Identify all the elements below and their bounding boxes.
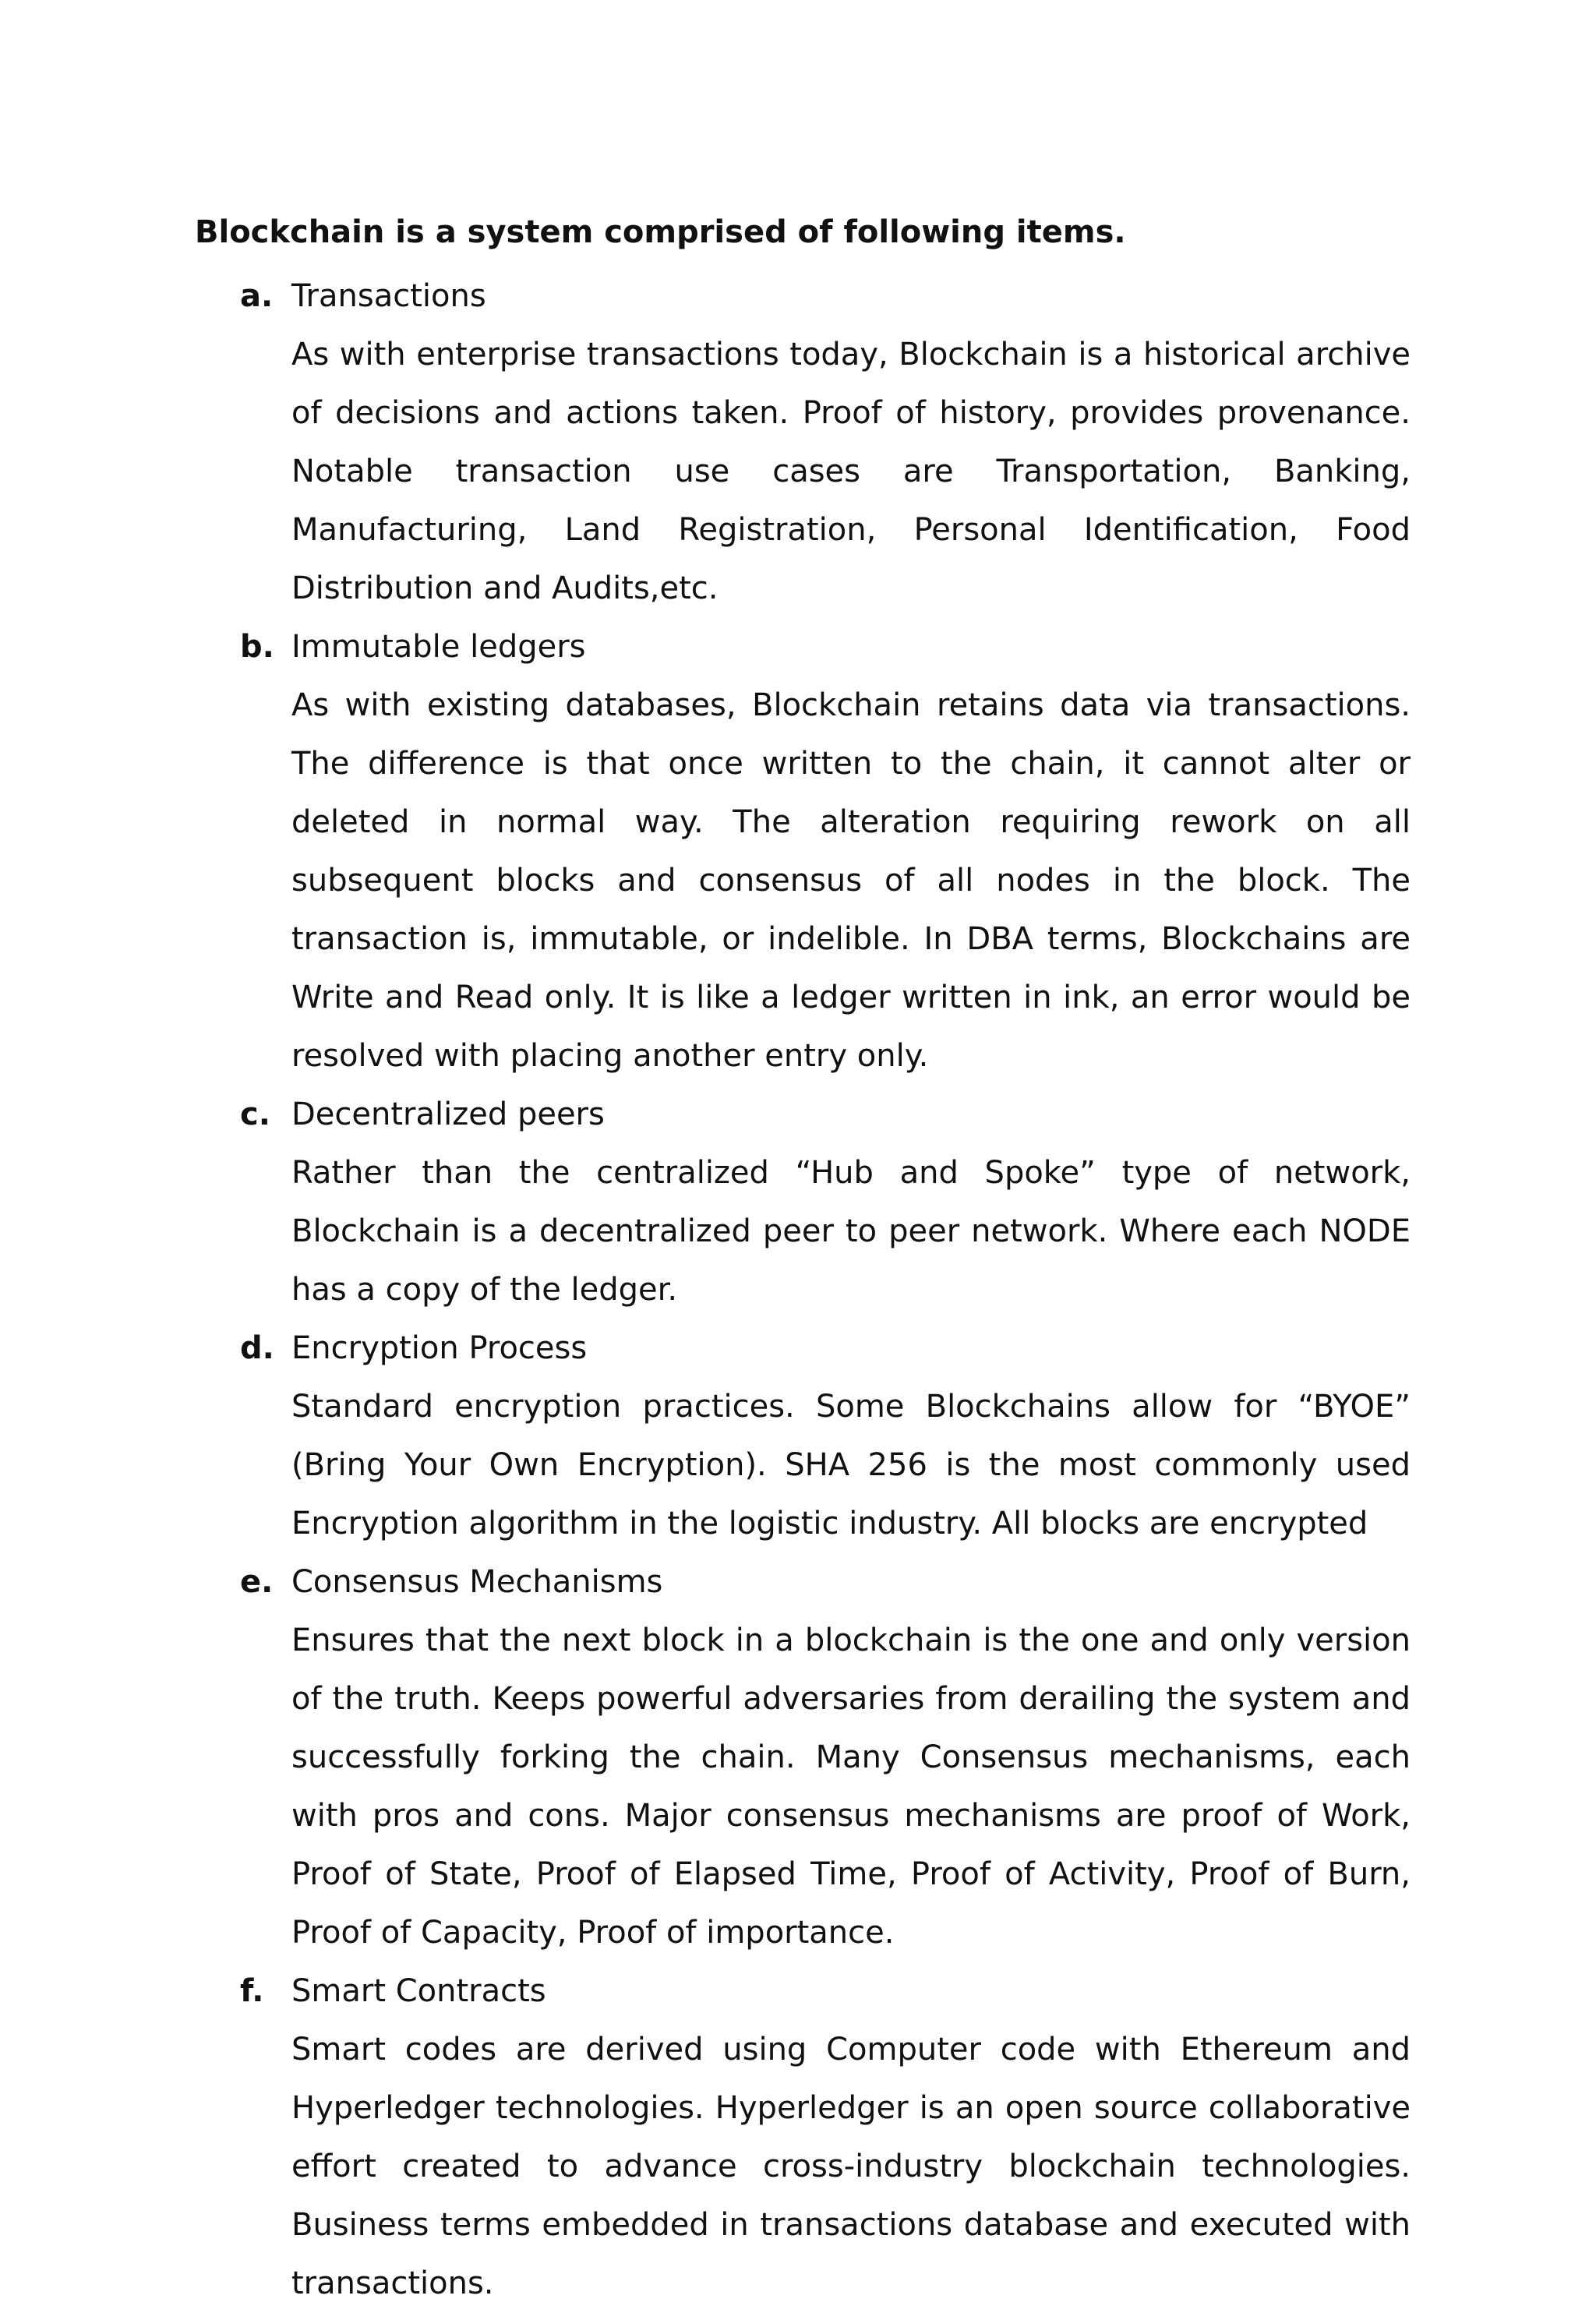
item-title: Encryption Process [291,1330,588,1366]
item-marker: f. [240,1973,264,2009]
item-body: Rather than the centralized “Hub and Spoke” type of network, Blockchain is a decentralized peer to peer network. Where each NODE has a copy of the ledger. [291,1155,1411,1308]
item-marker: c. [240,1096,270,1132]
item-body: As with existing databases, Blockchain retains data via transactions. The difference is that once written to the chain, it cannot alter or deleted in normal way. The alteration requiring rework on all subsequent blocks and consensus of all nodes in the block. The transaction is, immutable, or indelible. In DBA terms, Blockchains are Write and Read only. It is like a ledger written in ink, an error would be resolved with placing another entry only. [291,687,1411,1074]
item-body: As with enterprise transactions today, Blockchain is a historical archive of decisions and actions taken. Proof of history, provides provenance. Notable transaction use cases are Transportation, Banking, Manufacturing, Land Registration, Personal Identification, Food Distribution and Audits,etc. [291,337,1411,606]
page-heading: Blockchain is a system comprised of following items. [195,214,1126,250]
list-item-encryption-process [195,1319,1411,1553]
list-item-immutable-ledgers [195,618,1411,1086]
item-marker: b. [240,629,274,665]
list-item-transactions [195,267,1411,618]
item-title: Decentralized peers [291,1096,605,1132]
item-title: Consensus Mechanisms [291,1564,663,1600]
item-title: Immutable ledgers [291,629,586,665]
item-marker: a. [240,278,274,314]
item-marker: e. [240,1564,274,1600]
list-item-decentralized-peers [195,1086,1411,1319]
item-body: Standard encryption practices. Some Blockchains allow for “BYOE” (Bring Your Own Encryption). SHA 256 is the most commonly used Encryption algorithm in the logistic industry. All blocks are encrypted [291,1389,1411,1541]
item-body: Ensures that the next block in a blockchain is the one and only version of the truth. Keeps powerful adversaries from derailing the system and successfully forking the chain. Many Consensus mechanisms, each with pros and cons. Major consensus mechanisms are proof of Work, Proof of State, Proof of Elapsed Time, Proof of Activity, Proof of Burn, Proof of Capacity, Proof of importance. [291,1623,1411,1951]
item-body: Smart codes are derived using Computer code with Ethereum and Hyperledger technologies. Hyperledger is an open source collaborative effort created to advance cross-industry blockchain technologies. Business terms embedded in transactions database and executed with transactions. [291,2032,1411,2301]
list-item-smart-contracts [195,1962,1411,2313]
item-title: Smart Contracts [291,1973,546,2009]
item-marker: d. [240,1330,274,1366]
list-item-consensus-mechanisms [195,1553,1411,1962]
items-list [195,267,1411,2313]
item-title: Transactions [291,278,486,314]
